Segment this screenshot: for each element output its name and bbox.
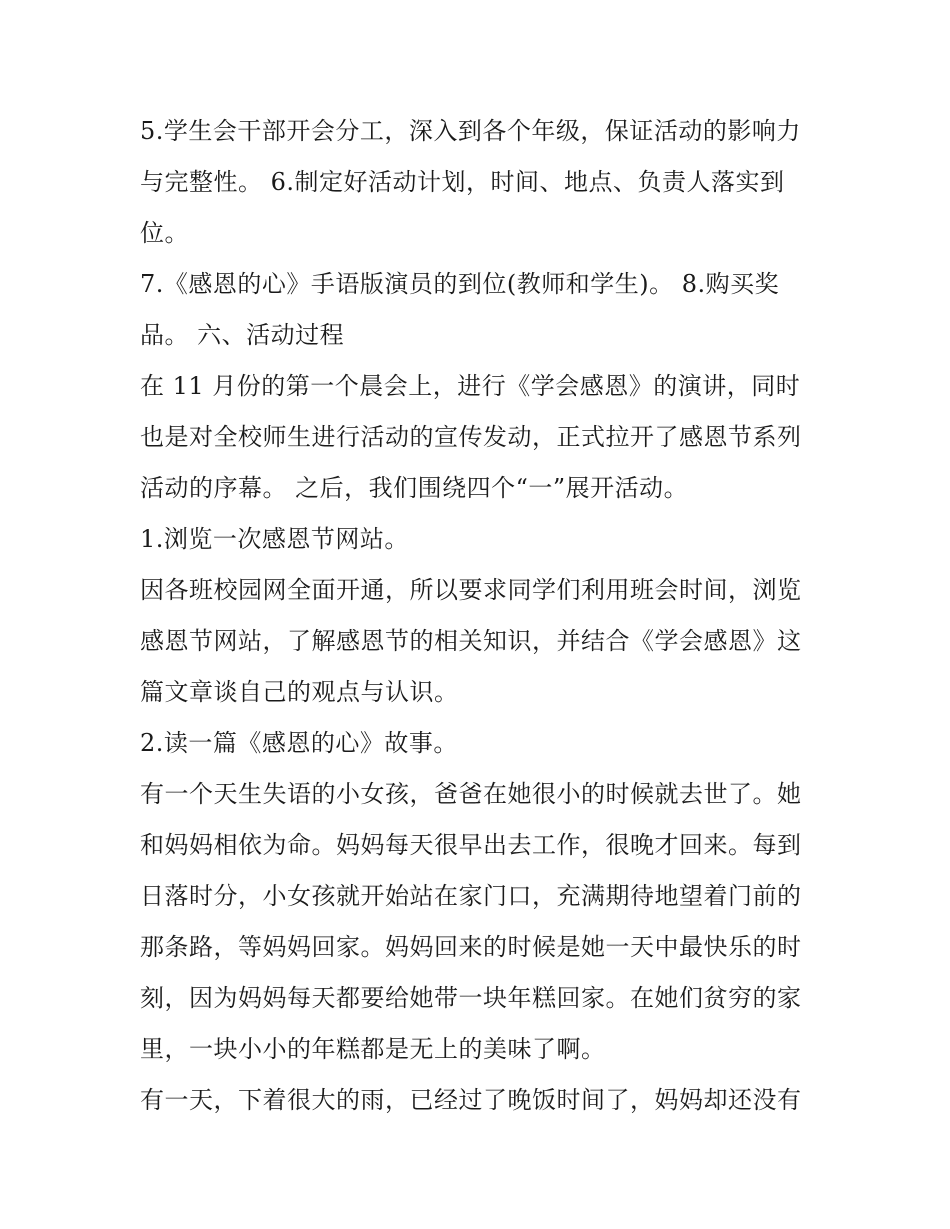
- text-line-4: 7.《感恩的心》手语版演员的到位(教师和学生)。 8.购买奖: [140, 270, 780, 298]
- text-line-8: 活动的序幕。 之后，我们围绕四个“一”展开活动。: [140, 474, 689, 502]
- text-line-3: 位。: [140, 219, 189, 247]
- text-line-19: 里，一块小小的年糕都是无上的美味了啊。: [140, 1035, 606, 1063]
- text-line-10: 因各班校园网全面开通，所以要求同学们利用班会时间，浏览: [140, 576, 802, 604]
- text-line-18: 刻，因为妈妈每天都要给她带一块年糕回家。在她们贫穷的家: [140, 984, 802, 1012]
- document-body: [140, 106, 820, 1126]
- text-line-15: 和妈妈相依为命。妈妈每天很早出去工作，很晚才回来。每到: [140, 831, 802, 859]
- text-line-16: 日落时分，小女孩就开始站在家门口，充满期待地望着门前的: [140, 882, 802, 910]
- text-line-2: 与完整性。 6.制定好活动计划，时间、地点、负责人落实到: [140, 168, 785, 196]
- text-line-9: 1.浏览一次感恩节网站。: [140, 525, 409, 553]
- text-line-20: 有一天，下着很大的雨，已经过了晚饭时间了，妈妈却还没有: [140, 1086, 802, 1114]
- text-line-7: 也是对全校师生进行活动的宣传发动，正式拉开了感恩节系列: [140, 423, 802, 451]
- text-line-1: 5.学生会干部开会分工，深入到各个年级，保证活动的影响力: [140, 117, 801, 145]
- text-line-11: 感恩节网站，了解感恩节的相关知识，并结合《学会感恩》这: [140, 627, 802, 655]
- text-line-6: 在 11 月份的第一个晨会上，进行《学会感恩》的演讲，同时: [140, 372, 801, 400]
- text-line-13: 2.读一篇《感恩的心》故事。: [140, 729, 458, 757]
- text-line-14: 有一个天生失语的小女孩，爸爸在她很小的时候就去世了。她: [140, 780, 802, 808]
- text-line-12: 篇文章谈自己的观点与认识。: [140, 678, 459, 706]
- text-line-5: 品。 六、活动过程: [140, 321, 345, 349]
- text-line-17: 那条路，等妈妈回家。妈妈回来的时候是她一天中最快乐的时: [140, 933, 802, 961]
